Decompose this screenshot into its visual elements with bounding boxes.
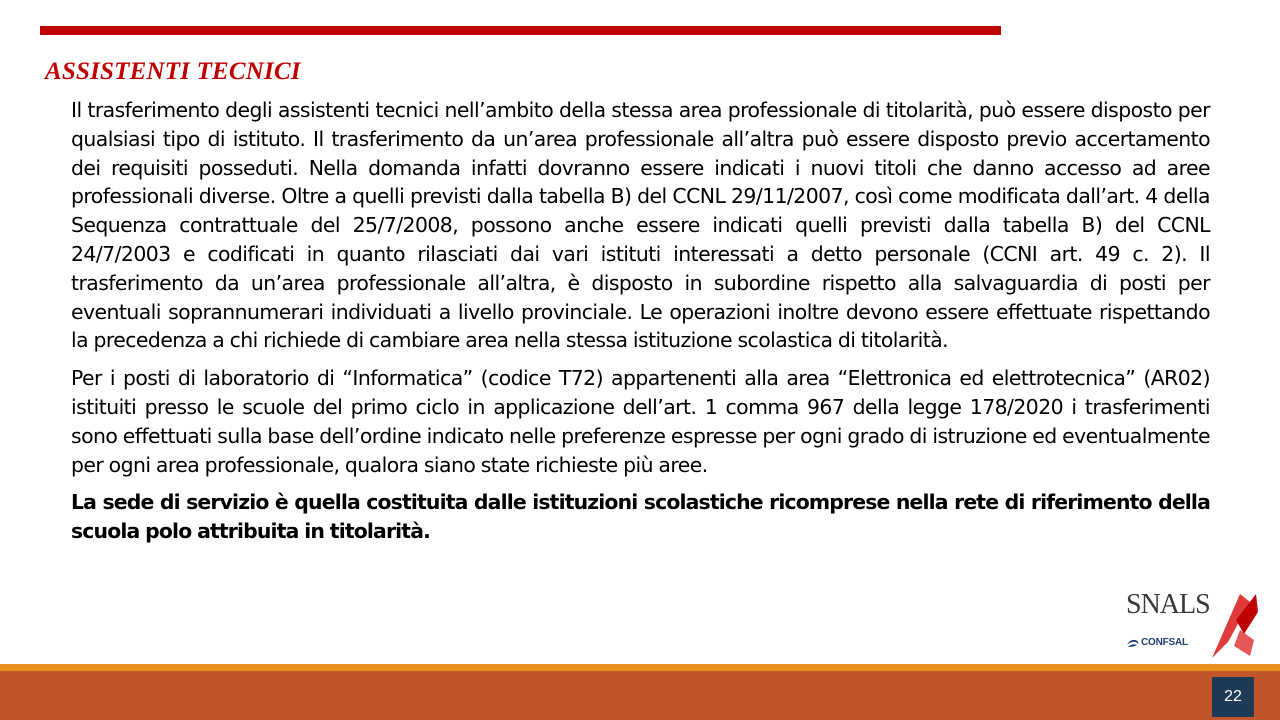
logo-confsal-text: CONFSAL [1141, 637, 1188, 648]
top-accent-rule [40, 26, 1001, 35]
paragraph-transfer-rules: Il trasferimento degli assistenti tecnici nell’ambito della stessa area professionale di titolarità, può essere disposto per qualsiasi tipo di istituto. Il trasferimento da un’area professionale all’altra può essere disposto previo accertamento dei requisiti posseduti. Nella domanda infatti dovranno essere indicati i nuovi titoli che danno accesso ad aree professionali diverse. Oltre a quelli previsti dalla tabella B) del CCNL 29/11/2007, così come modificata dall’art. 4 della Sequenza contrattuale del 25/7/2008, possono anche essere indicati quelli previsti dalla tabella B) del CCNL 24/7/2003 e codificati in quanto rilasciati dai vari istituti interessati a detto personale (CCNI art. 49 c. 2). Il trasferimento da un’area professionale all’altra, è disposto in subordine rispetto alla salvaguardia di posti per eventuali soprannumerari individuati a livello provinciale. Le operazioni inoltre devono essere effettuate rispettando la precedenza a chi richiede di cambiare area nella stessa istituzione scolastica di titolarità. [71, 98, 1210, 353]
page-number-badge: 22 [1212, 677, 1254, 717]
slide-title: ASSISTENTI TECNICI [45, 58, 301, 85]
footer-band [0, 671, 1280, 720]
logo-red-mark-icon [1210, 590, 1258, 658]
slide-body [71, 96, 1210, 546]
paragraph-informatica-posts: Per i posti di laboratorio di “Informatica” (codice T72) appartenenti alla area “Elettronica ed elettrotecnica” (AR02) istituiti presso le scuole del primo ciclo in applicazione dell’art. 1 comma 967 della legge 178/2020 i trasferimenti sono effettuati sulla base dell’ordine indicato nelle preferenze espresse per ogni grado di istruzione ed eventualmente per ogni area professionale, qualora siano state richieste più aree. [71, 366, 1210, 477]
logo-snals-text: SNALS [1126, 589, 1210, 620]
footer-orange-line [0, 664, 1280, 671]
logo-swirl-icon [1126, 638, 1140, 648]
snals-confsal-logo [1122, 590, 1257, 658]
paragraph-service-seat: La sede di servizio è quella costituita dalle istituzioni scolastiche ricomprese nella rete di riferimento della scuola polo attribuita in titolarità. [71, 490, 1210, 544]
